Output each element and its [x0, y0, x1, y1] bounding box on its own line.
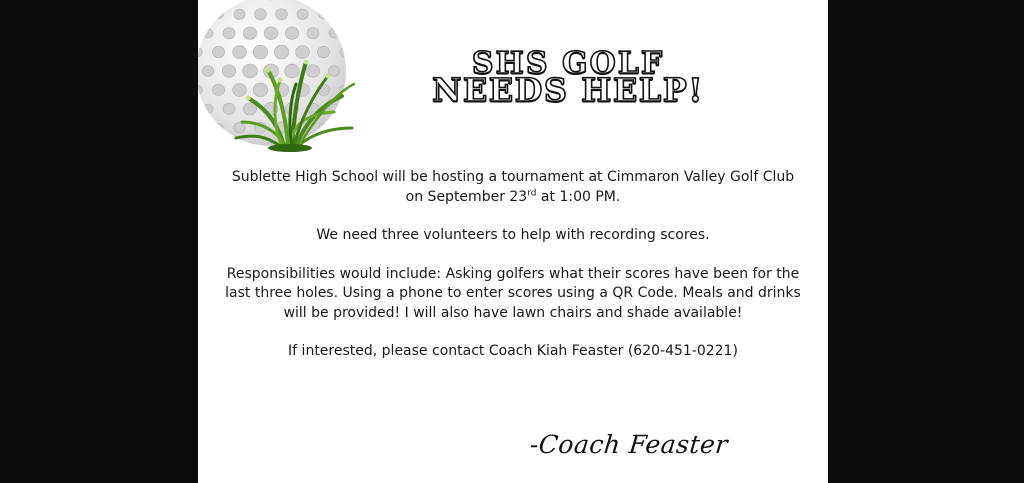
ball-dimple — [317, 46, 329, 57]
ball-dimple — [223, 103, 235, 114]
ball-dimple — [319, 10, 328, 19]
ball-dimple — [255, 9, 267, 20]
ball-dimple — [233, 46, 247, 59]
event-paragraph — [223, 168, 803, 207]
ball-dimple — [329, 29, 339, 38]
signature: -Coach Feaster — [528, 430, 730, 459]
flyer-page — [198, 0, 828, 483]
ball-dimple — [296, 46, 310, 59]
title-line-2: NEEDS HELP! — [432, 71, 704, 109]
ball-dimple — [306, 65, 319, 77]
ball-dimple — [223, 28, 235, 39]
ball-dimple — [253, 83, 268, 97]
ball-dimple — [212, 46, 224, 57]
ball-dimple — [214, 123, 223, 132]
ball-dimple — [243, 27, 256, 39]
ball-dimple — [264, 27, 278, 40]
title-line-1: SHS GOLF — [471, 46, 665, 81]
ball-dimple — [203, 29, 213, 38]
ball-dimple — [245, 142, 254, 151]
ball-dimple — [234, 123, 245, 133]
ball-dimple — [202, 66, 213, 77]
volunteers-paragraph: We need three volunteers to help with recording scores. — [316, 227, 710, 243]
ball-dimple — [214, 10, 223, 19]
event-date-suffix: rd — [527, 187, 537, 198]
event-line-1: Sublette High School will be hosting a tournament at Cimmaron Valley Golf Club — [231, 169, 795, 185]
ball-dimple — [285, 64, 300, 78]
event-date-pre: on September 23 — [405, 188, 528, 205]
ball-dimple — [253, 45, 268, 59]
contact-paragraph: If interested, please contact Coach Kiah Feaster (620-451-0221) — [288, 343, 738, 359]
ball-dimple — [212, 84, 224, 95]
event-date-post: at 1:00 PM. — [536, 188, 621, 205]
ball-dimple — [276, 9, 288, 20]
ball-dimple — [203, 104, 213, 113]
flyer-body — [223, 168, 803, 381]
ball-dimple — [285, 27, 298, 39]
responsibilities-paragraph: Responsibilities would include: Asking golfers what their scores have been for the last three holes. Using a phone to enter scores using a QR Code. Meals and drinks will be provided! I will also have lawn chairs and shade available! — [225, 265, 801, 321]
ball-dimple — [274, 45, 289, 59]
ball-dimple — [307, 28, 319, 39]
ball-dimple — [233, 83, 247, 96]
ball-dimple — [243, 64, 258, 78]
ball-dimple — [297, 9, 308, 19]
ball-dimple — [222, 65, 235, 77]
flyer-title — [348, 46, 788, 109]
ball-dimple — [234, 9, 245, 19]
